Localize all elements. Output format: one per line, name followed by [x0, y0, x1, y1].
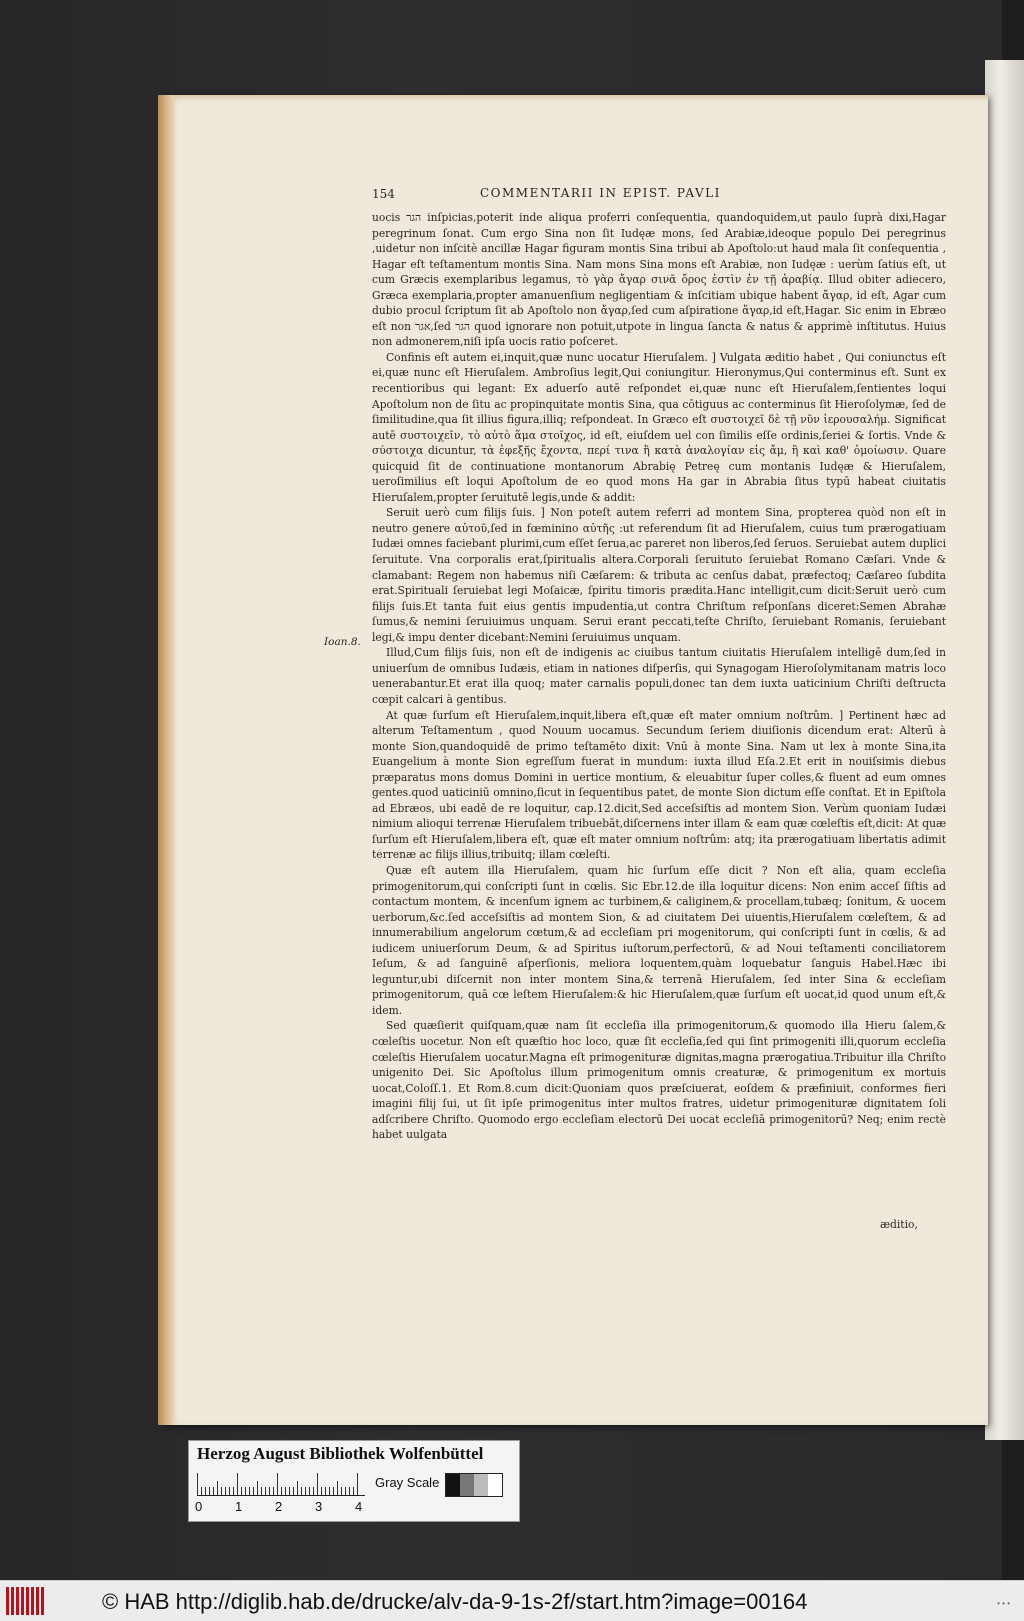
ruler-tick: [197, 1473, 198, 1495]
ruler-tick: [225, 1487, 226, 1495]
paragraph: Illud,Cum filijs ſuis, non eſt de indigenis ac ciuibus tantum ciuitatis Hieruſalem intelligē dum,ſed in uniuerſum de omnibus Iudæis, etiam in nationes diſperſis, qui Synagogam Hieroſolymitanam matris loco uenerabantur.Et erat illa quoq; mater carnalis populi,donec tan dem iuxta uaticinium Chriſti deſtructa cœpit calcari à gentibus.: [372, 646, 946, 706]
ruler-tick: [209, 1487, 210, 1495]
ruler-tick: [253, 1487, 254, 1495]
footer-dots: • • •: [997, 1599, 1010, 1608]
ruler-tick: [257, 1481, 258, 1495]
ruler-tick: [285, 1487, 286, 1495]
gray-swatch-cell: [474, 1474, 488, 1496]
page-gutter-edge: [158, 95, 174, 1425]
paragraph: Seruit uerò cum filijs ſuis. ] Non poteſt autem referri ad montem Sina, propterea quòd non eſt in neutro genere αὐτοῦ,ſed in fœminino αὐτῆς :ut referendum ſit ad Hieruſalem, cuius tum prærogatiuam Iudæi omnes faciebant plurimi,cum eſſet ſerua,ac pareret non liberos,ſed ſeruos. Seruiebat autem duplici ſeruitute. Vna corporalis erat,ſpiritualis altera.Corporali ſeruituto ſeruiebat Romano Cæſari. Vnde & clamabant: Regem non habemus niſi Cæſarem: & tributa ac cenſus dabat, præfectoq; Cæſareo ſubdita erat.Spirituali ſeruiebat legi Moſaicæ, ſpiritu timoris prædita.Hanc intelligit,cum dicit:Seruit uerò cum filijs ſuis.Et tanta fuit eius gentis impudentia,ut contra Chriſtum reſponſans diceret:Semen Abrahæ ſumus,& nemini ſeruiuimus unquam. Serui erant peccati,teſte Chriſto, ſeruiebant Romanis, ſeruiebant legi,& impu denter dicebant:Nemini ſeruiuimus unquam.: [372, 506, 946, 644]
gray-scale-swatch: [445, 1473, 503, 1497]
ruler-tick: [333, 1487, 334, 1495]
ruler-tick: [213, 1487, 214, 1495]
gray-swatch-cell: [488, 1474, 502, 1496]
ruler-tick: [205, 1487, 206, 1495]
ruler-tick: [221, 1487, 222, 1495]
ruler-tick: [357, 1473, 358, 1495]
ruler-number: 1: [235, 1499, 243, 1514]
ruler-tick: [273, 1487, 274, 1495]
ruler-tick: [321, 1487, 322, 1495]
hab-logo-icon: [6, 1587, 44, 1615]
paragraph: Confinis eſt autem ei,inquit,quæ nunc uocatur Hieruſalem. ] Vulgata æditio habet , Qui coniunctus eſt ei,quæ nunc eſt Hieruſalem. Ambroſius legit,Qui coniungitur. Hieronymus,Qui conterminus eſt. Sunt ex recentioribus qui legant: Ex aduerſo autē reſpondet ei,quæ nunc eſt Hieruſalem,ſentientes loqui Apoſtolum non de ſitu ac propinquitate montis Sina, qua cōtiguus ac conterminus ſit Hieroſolymæ, ſed de ſimilitudine,qua ſit illius figura,illiq; reſpondeat. In Græco eſt συστοιχεῖ δὲ τῇ νῦν ἱερουσαλήμ. Significat autē συστοιχεῖν, τὸ αὐτὸ ἅμα στοῖχος, id eſt, eiuſdem uel con ſimilis eſſe ordinis,ſeriei & ſortis. Vnde & σύστοιχα dicuntur, τὰ ἐφεξῆς ἔχοντα, περί τινα ἢ κατὰ ἀναλογίαν εἰς ἄμ, ἢ καὶ καθ' ὁμοίωσιν. Quare quicquid ſit de continuatione montanorum Abrabię Petreę cum montanis Iudęæ & Hieruſalem, ueroſimilius eſt loqui Apoſtolum de eo quod mons Ha gar in Abrabia ſitus typū habeat ciuitatis Hieruſalem,propter ſeruitutē legis,unde & addit:: [372, 350, 946, 504]
ruler-tick: [329, 1487, 330, 1495]
ruler-tick: [349, 1487, 350, 1495]
ruler-tick: [289, 1487, 290, 1495]
paragraph: Quæ eſt autem illa Hieruſalem, quam hic ſurſum eſſe dicit ? Non eſt alia, quam eccleſia primogenitorum,qui conſcripti ſunt in cœlis. Sic Ebr.12.de illa loquitur dicens: Non enim acceſ ſiſtis ad contactum montem, & incenſum ignem ac turbinem,& caliginem,& procellam,tubæq; ſonitum, & uocem uerborum,&c.ſed acceſsiſtis ad montem Sion, & ad ciuitatem Dei uiuentis,Hieruſalem cœleſtem, & ad innumerabilium angelorum cœtum,& ad eccleſiam pri mogenitorum, qui conſcripti ſunt in cœlis, & ad iudicem uniuerſorum Deum, & ad Spiritus iuſtorum,perfectorū, & ad Noui teſtamenti conciliatorem Ieſum, & ad ſanguinē aſperſionis, meliora loquentem,quàm loquebatur ſanguis Habel.Hæc ibi leguntur,ubi diſcernit non inter montem Sina,& terrenā Hieruſalem, ſed inter Sina & eccleſiam primogenitorum, quā cœ leſtem Hieruſalem:& hic Hieruſalem,quæ ſurſum eſt uocat,id quod unum eſt,& idem.: [372, 863, 946, 1017]
ruler-tick: [201, 1487, 202, 1495]
running-head-title: COMMENTARII IN EPIST. PAVLI: [480, 186, 721, 200]
scale-ruler: [197, 1471, 365, 1496]
ruler-number: 3: [315, 1499, 323, 1514]
ruler-tick: [233, 1487, 234, 1495]
gray-swatch-cell: [446, 1474, 460, 1496]
page-number: 154: [372, 187, 395, 201]
ruler-tick: [265, 1487, 266, 1495]
ruler-tick: [245, 1487, 246, 1495]
library-name: Herzog August Bibliothek Wolfenbüttel: [197, 1444, 484, 1463]
ruler-number: 2: [275, 1499, 283, 1514]
ruler-tick: [281, 1487, 282, 1495]
ruler-tick: [269, 1487, 270, 1495]
logo-bar: [36, 1587, 39, 1615]
ruler-tick: [229, 1487, 230, 1495]
ruler-tick: [313, 1487, 314, 1495]
logo-bar: [26, 1587, 29, 1615]
logo-bar: [6, 1587, 9, 1615]
ruler-tick: [297, 1481, 298, 1495]
library-label: [188, 1440, 520, 1522]
ruler-tick: [241, 1487, 242, 1495]
catchword: æditio,: [880, 1218, 918, 1231]
ruler-tick: [277, 1473, 278, 1495]
gray-scale-label: Gray Scale: [375, 1475, 440, 1490]
body-text: [372, 210, 946, 1230]
paragraph: Sed quæſierit quiſquam,quæ nam ſit eccleſia illa primogenitorum,& quomodo illa Hieru ſalem,& cœleſtis uocetur. Non eſt quæſtio hoc loco, quæ ſit eccleſia,ſed qui ſint primogeniti illi,quorum eccleſia cœleſtis Hieruſalem uocatur.Magna eſt primogenituræ dignitas,magna prærogatiua.Tribuitur illa Chriſto unigenito Dei. Sic Apoſtolus illum primogenitum omnis creaturæ, & primogenitum ex mortuis uocat,Coloſſ.1. Et Rom.8.cum dicit:Quoniam quos præſciuerat, eoſdem & præfiniuit, conformes fieri imagini filij ſui, ut ſit ipſe primogenitus inter multos fratres, uidetur primogenituræ dignitatem ſoli adſcribere Chriſto. Quomodo ergo eccleſiam electorū Dei uocat eccleſiā primogenitorū? Neq; enim rectè habet uulgata: [372, 1019, 946, 1142]
ruler-tick: [261, 1487, 262, 1495]
ruler-tick: [317, 1473, 318, 1495]
logo-bar: [21, 1587, 24, 1615]
gray-swatch-cell: [460, 1474, 474, 1496]
footer-url-text[interactable]: © HAB http://diglib.hab.de/drucke/alv-da-9-1s-2f/start.htm?image=00164: [102, 1589, 808, 1614]
ruler-tick: [337, 1481, 338, 1495]
running-head: [372, 186, 942, 204]
ruler-tick: [341, 1487, 342, 1495]
logo-bar: [11, 1587, 14, 1615]
ruler-tick: [353, 1487, 354, 1495]
ruler-tick: [249, 1487, 250, 1495]
ruler-number: 0: [195, 1499, 203, 1514]
logo-bar: [31, 1587, 34, 1615]
viewer-footer: [0, 1580, 1024, 1621]
ruler-number: 4: [355, 1499, 363, 1514]
ruler-numbers: [197, 1499, 377, 1515]
paragraph: uocis הגר inſpicias,poterit inde aliqua proferri conſequentia, quandoquidem,ut paulo ſuprà dixi,Hagar peregrinum ſonat. Cum ergo Sina non ſit Iudęæ mons, ſed Arabiæ,ideoque populo Dei peregrinus ,uidetur non inſcitè ancillæ Hagar figuram montis Sina tribui ab Apoſtolo:ut haud mala ſit conſequentia , Hagar eſt teſtamentum montis Sina. Nam mons Sina mons eſt Arabiæ, non Iudęæ : uerùm ſatius eſt, ut cum Græcis exemplaribus legamus, τὸ γὰρ ἄγαρ σινᾶ ὄρος ἐστὶν ἐν τῇ ἀραβίᾳ. Illud obiter adiecero, Græca exemplaria,propter amanuenſium negligentiam & inſcitiam ubique habent ἄγαρ, id eſt, Agar cum dubio procul ſcriptum ſit ab Apoſtolo non ἄγαρ,ſed cum aſpiratione ἅγαρ,id eſt,Hagar. Sic enim in Ebræo eſt non אגר,ſed הגר quod ignorare non potuit,utpote in lingua ſancta & natus & apprimè inſtitutus. Huius non admonerem,niſi ipſa uocis ratio poſceret.: [372, 211, 946, 349]
next-page-edge: [985, 60, 1024, 1440]
logo-bar: [16, 1587, 19, 1615]
logo-bar: [41, 1587, 44, 1615]
ruler-tick: [325, 1487, 326, 1495]
ruler-tick: [309, 1487, 310, 1495]
ruler-tick: [301, 1487, 302, 1495]
ruler-tick: [217, 1481, 218, 1495]
ruler-tick: [237, 1473, 238, 1495]
ruler-tick: [345, 1487, 346, 1495]
ruler-tick: [305, 1487, 306, 1495]
ruler-tick: [293, 1487, 294, 1495]
paragraph: At quæ ſurſum eſt Hieruſalem,inquit,libera eſt,quæ eſt mater omnium noſtrûm. ] Pertinent hæc ad alterum Teſtamentum , quod Nouum uocamus. Secundum ſeriem diuiſionis dicendum erat: Alterū à monte Sion,quandoquidē de primo teſtamēto dixit: Vnū à monte Sina. Nam ut lex à monte Sina,ita Euangelium à monte Sion egreſſum fuerat in mundum: iuxta illud Eſa.2.Et erit in nouiſsimis diebus præparatus mons domus Domini in uertice montium, & eleuabitur ſuper colles,& fluent ad eum omnes gentes.quod uaticiniū omnino,ſicut in ſequentibus patet, de monte Sion dictum eſſe conſtat. Et in Epiſtola ad Ebræos, ubi eadē de re loquitur, cap.12.dicit,Sed acceſsiſtis ad montem Sion. Verùm quoniam Iudæi nimium alioqui terrenæ Hieruſalem tribuebāt,diſcernens inter illam & eam quæ cœleſtis eſt,dicit: At quæ ſurſum eſt Hieruſalem,libera eſt, quæ eſt mater omnium noſtrûm: atq; ita prærogatiuam libertatis adimit terrenæ ac filijs illius,tribuitq; illam cœleſti.: [372, 708, 946, 862]
margin-note: Ioan.8.: [324, 636, 361, 648]
